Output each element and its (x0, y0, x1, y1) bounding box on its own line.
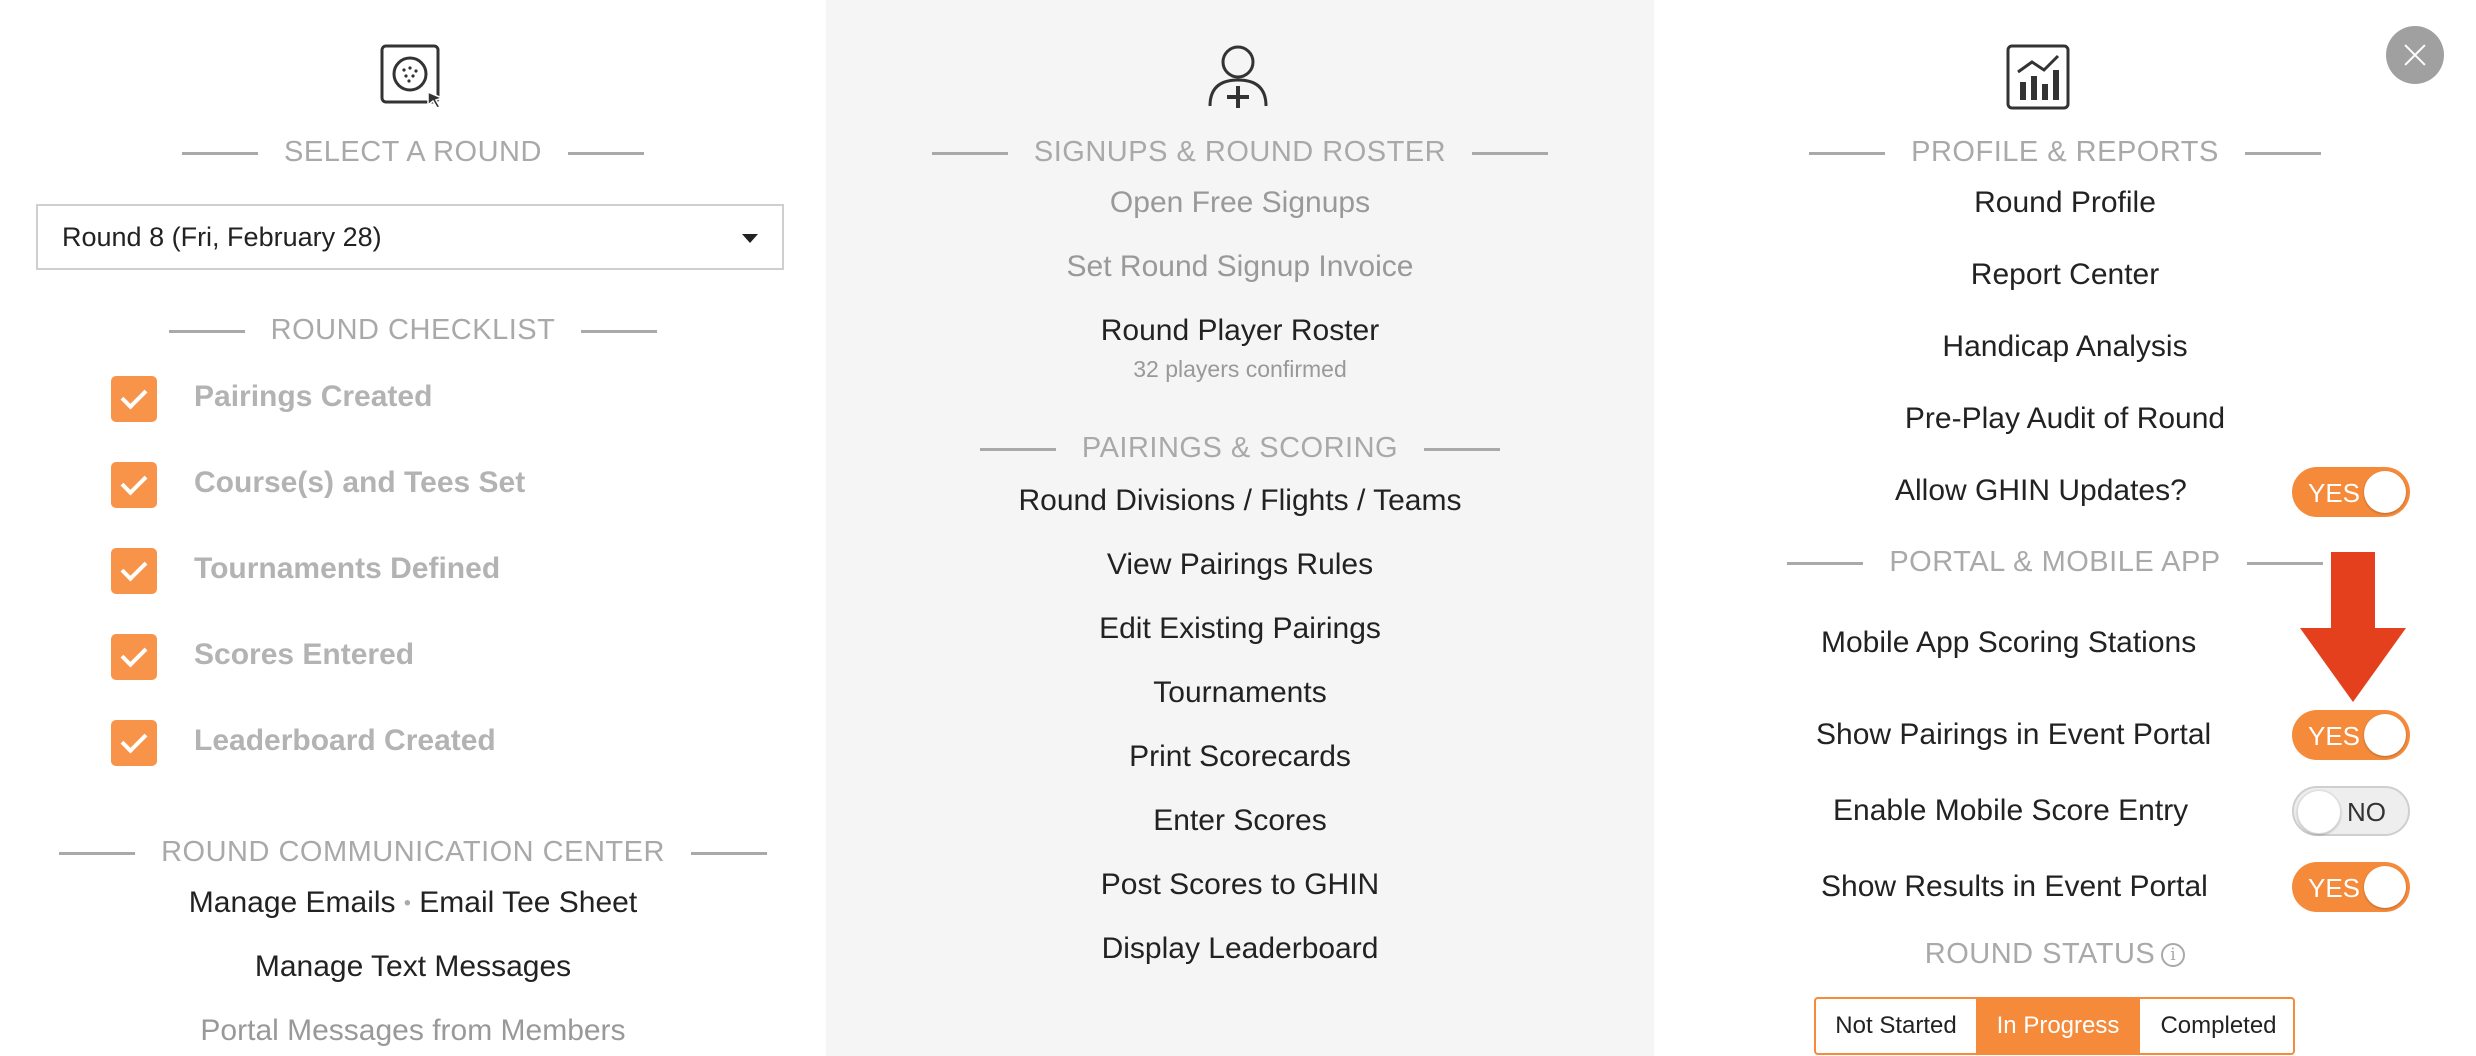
profile-reports-title: PROFILE & REPORTS (1911, 136, 2219, 168)
checkbox-checked-icon[interactable] (111, 634, 157, 680)
round-divisions-link[interactable]: Round Divisions / Flights / Teams (1018, 484, 1462, 517)
bullet-separator-icon: • (403, 892, 411, 915)
signups-heading (826, 136, 1654, 169)
allow-ghin-label: Allow GHIN Updates? (1895, 474, 2187, 507)
pairings-heading (826, 432, 1654, 465)
set-signup-invoice-link[interactable]: Set Round Signup Invoice (1066, 250, 1414, 283)
chevron-down-icon (742, 234, 758, 243)
handicap-analysis-link[interactable]: Handicap Analysis (1942, 330, 2188, 363)
manage-emails-link[interactable]: Manage Emails (188, 886, 396, 919)
round-select-value: Round 8 (Fri, February 28) (62, 222, 382, 252)
pairings-title: PAIRINGS & SCORING (1081, 432, 1399, 464)
select-round-title: SELECT A ROUND (284, 136, 542, 168)
tournaments-link[interactable]: Tournaments (1153, 676, 1327, 709)
checklist-item-label: Leaderboard Created (194, 724, 496, 757)
portal-mobile-title: PORTAL & MOBILE APP (1889, 546, 2221, 578)
checkbox-checked-icon[interactable] (111, 376, 157, 422)
display-leaderboard-link[interactable]: Display Leaderboard (1101, 932, 1379, 965)
portal-messages-link[interactable]: Portal Messages from Members (200, 1014, 626, 1047)
edit-pairings-link[interactable]: Edit Existing Pairings (1099, 612, 1381, 645)
golf-ball-cursor-icon (380, 44, 446, 110)
round-status-heading (1644, 938, 2466, 971)
mobile-score-entry-toggle[interactable] (2292, 786, 2410, 836)
toggle-state-label: YES (2308, 478, 2361, 508)
checkbox-checked-icon[interactable] (111, 548, 157, 594)
print-scorecards-link[interactable]: Print Scorecards (1129, 740, 1351, 773)
toggle-state-label: NO (2347, 797, 2386, 827)
show-results-toggle[interactable] (2292, 862, 2410, 912)
signups-title: SIGNUPS & ROUND ROSTER (1033, 136, 1447, 168)
allow-ghin-toggle[interactable] (2292, 467, 2410, 517)
show-pairings-label: Show Pairings in Event Portal (1816, 718, 2212, 751)
scoring-stations-link[interactable]: Mobile App Scoring Stations (1821, 626, 2197, 659)
toggle-knob (2364, 866, 2406, 908)
email-links-row (0, 886, 826, 920)
select-round-heading (0, 136, 826, 169)
preplay-audit-link[interactable]: Pre-Play Audit of Round (1904, 402, 2226, 435)
communication-center-title: ROUND COMMUNICATION CENTER (161, 836, 665, 868)
checklist-item-label: Pairings Created (194, 380, 433, 413)
players-confirmed-text: 32 players confirmed (1133, 356, 1347, 382)
select-round-column (0, 0, 826, 1056)
info-icon[interactable]: i (2161, 943, 2185, 967)
round-player-roster-link[interactable]: Round Player Roster (1100, 314, 1380, 347)
status-in-progress-button[interactable]: In Progress (1978, 999, 2138, 1053)
red-arrow-down-icon (2300, 552, 2406, 702)
toggle-state-label: YES (2308, 873, 2361, 903)
toggle-state-label: YES (2308, 721, 2361, 751)
status-not-started-button[interactable]: Not Started (1816, 999, 1978, 1053)
communication-center-heading (0, 836, 826, 869)
bar-chart-icon (2006, 44, 2070, 110)
checklist-item-label: Course(s) and Tees Set (194, 466, 526, 499)
add-user-icon (1206, 42, 1274, 110)
round-status-selector (1814, 997, 2295, 1055)
enter-scores-link[interactable]: Enter Scores (1153, 804, 1327, 837)
round-select[interactable] (36, 204, 784, 270)
round-profile-link[interactable]: Round Profile (1974, 186, 2156, 219)
toggle-knob (2364, 471, 2406, 513)
close-icon[interactable] (2386, 26, 2444, 84)
email-tee-sheet-link[interactable]: Email Tee Sheet (419, 886, 638, 919)
checklist-item-label: Scores Entered (194, 638, 415, 671)
round-checklist-title: ROUND CHECKLIST (270, 314, 556, 346)
checkbox-checked-icon[interactable] (111, 462, 157, 508)
post-scores-ghin-link[interactable]: Post Scores to GHIN (1100, 868, 1380, 901)
profile-portal-column (1654, 0, 2476, 1056)
round-status-title: ROUND STATUS (1924, 938, 2156, 970)
mobile-score-entry-label: Enable Mobile Score Entry (1833, 794, 2189, 827)
roster-pairings-column (826, 0, 1654, 1056)
status-completed-button[interactable]: Completed (2138, 999, 2295, 1053)
toggle-knob (2364, 714, 2406, 756)
toggle-knob (2297, 790, 2341, 834)
checklist-item-label: Tournaments Defined (194, 552, 501, 585)
checkbox-checked-icon[interactable] (111, 720, 157, 766)
show-pairings-toggle[interactable] (2292, 710, 2410, 760)
report-center-link[interactable]: Report Center (1970, 258, 2160, 291)
round-checklist-heading (0, 314, 826, 347)
manage-text-messages-link[interactable]: Manage Text Messages (254, 950, 572, 983)
open-free-signups-link[interactable]: Open Free Signups (1109, 186, 1371, 219)
profile-reports-heading (1654, 136, 2476, 169)
view-pairings-rules-link[interactable]: View Pairings Rules (1106, 548, 1374, 581)
show-results-label: Show Results in Event Portal (1821, 870, 2208, 903)
